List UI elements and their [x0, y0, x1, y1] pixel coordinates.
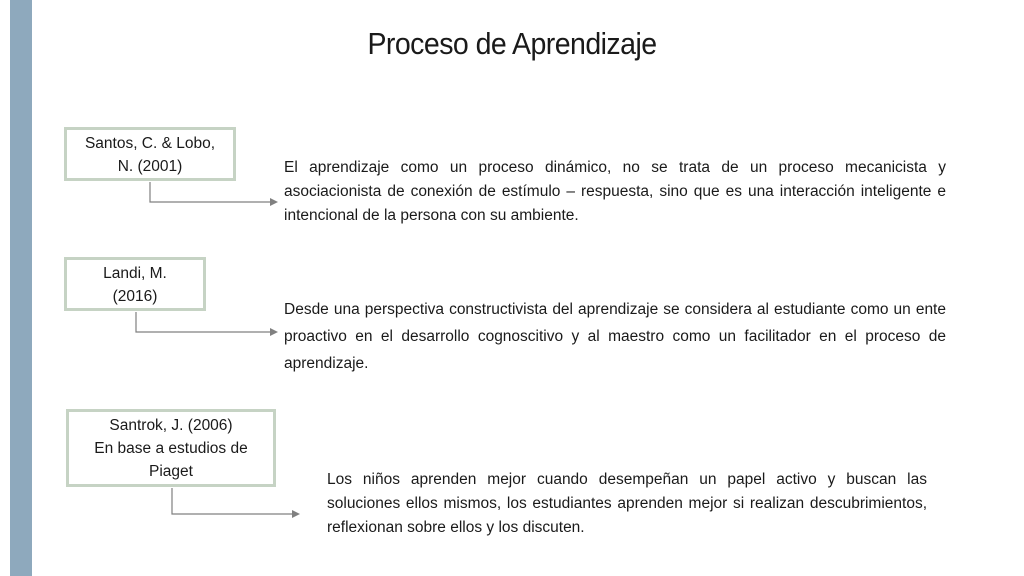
connector-arrow	[136, 312, 278, 336]
reference-line: Landi, M.	[103, 265, 167, 282]
reference-line: En base a estudios de	[94, 440, 248, 457]
slide-title: Proceso de Aprendizaje	[367, 26, 657, 61]
connector-arrow	[172, 488, 300, 518]
reference-line: Santos, C. & Lobo,	[84, 135, 216, 152]
connector-arrow	[150, 182, 278, 206]
reference-line: (2016)	[112, 288, 158, 305]
reference-line: Piaget	[149, 463, 193, 480]
reference-line: Santrok, J. (2006)	[109, 417, 233, 434]
definition-paragraph-santrok: Los niños aprenden mejor cuando desempeñan un papel activo y buscan las soluciones ellos mismos, los estudiantes aprenden mejor si realizan descubrimientos, reflexionan sobre ellos y los discuten.	[327, 471, 927, 536]
definition-paragraph-landi: Desde una perspectiva constructivista del aprendizaje se considera al estudiante como un ente proactivo en el desarrollo cognoscitivo y al maestro como un facilitador en el proceso de aprendizaje.	[284, 301, 946, 372]
definition-paragraph-santos: El aprendizaje como un proceso dinámico, no se trata de un proceso mecanicista y asociacionista de conexión de estímulo – respuesta, sino que es una interacción inteligente e intencional de la persona con su ambiente.	[284, 159, 946, 224]
reference-line: N. (2001)	[117, 158, 183, 175]
